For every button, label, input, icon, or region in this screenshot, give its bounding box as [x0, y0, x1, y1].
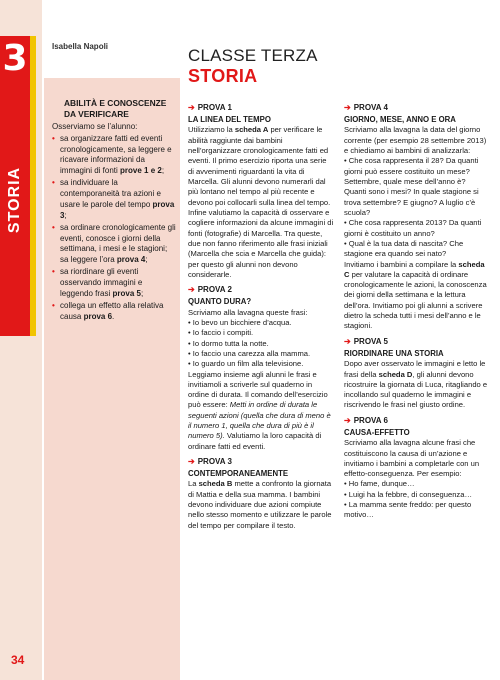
section-body: Utilizziamo la scheda A per verificare le abilità raggiunte dai bambini nell’organizzare cronologicamente fatti ed eventi. Il primo esercizio riporta una serie di avvenimenti riguardanti la vita di Marcella. Gli alunni devono numerarli dal più lontano nel tempo al più recente e devono poi collocarli sulla linea del tempo. Infine valutiamo la capacità di osservare e cogliere informazioni da alcune immagini di fonti (fotografie) di Marcella. Tra queste, due non fanno riferimento alle frasi iniziali (Marcella che scia e Marcella che guida): per questo gli alunni non devono considerarle.: [188, 125, 334, 279]
list-item: • Io faccio i compiti.: [188, 328, 254, 338]
arrow-right-icon: ➔: [344, 415, 351, 425]
list-item: • Io guardo un film alla televisione.: [188, 359, 304, 369]
page-subheading: STORIA: [188, 66, 258, 86]
arrow-right-icon: ➔: [188, 457, 195, 466]
sidebar-title: ABILITÀ E CONOSCENZE DA VERIFICARE: [64, 98, 167, 120]
section-title: CAUSA-EFFETTO: [344, 427, 410, 437]
prova-label: ➔ PROVA 5: [344, 336, 388, 346]
prova-label: ➔ PROVA 6: [344, 415, 388, 425]
chapter-label: STORIA: [6, 166, 23, 234]
column-left: [188, 103, 334, 536]
section-title: GIORNO, MESE, ANNO E ORA: [344, 114, 456, 124]
section-prova-3: [188, 457, 334, 531]
list-item: • Qual è la tua data di nascita? Che stagione era quando sei nato?: [344, 238, 464, 259]
prova-label: ➔ PROVA 2: [188, 285, 232, 295]
arrow-right-icon: ➔: [344, 103, 351, 112]
section-title: LA LINEA DEL TEMPO: [188, 114, 271, 124]
section-body: Dopo aver osservato le immagini e letto le frasi della scheda D, gli alunni devono ricostruire la giornata di Luca, ritagliando e incollando sul quaderno le immagini e riscrivendo le frasi nel giusto ordine.: [344, 359, 488, 410]
page-heading: CLASSE TERZA: [188, 46, 318, 65]
list-item: • sa individuare la contemporaneità tra azioni e usare le parole del tempo prova 3;: [52, 178, 176, 222]
section-body: Scriviamo alla lavagna alcune frasi che costituiscono la causa di un’azione e invitiamo i bambini a completarle con un effetto-conseguenza. Per esempio:: [344, 438, 480, 479]
arrow-right-icon: ➔: [188, 103, 195, 112]
list-item: • Io dormo tutta la notte.: [188, 338, 269, 348]
chapter-number: 3: [2, 38, 28, 79]
list-item: • Che cosa rappresenta 2013? Da quanti giorni è costituito un anno?: [344, 218, 482, 238]
section-body: Invitiamo i bambini a compilare la scheda C per valutare la capacità di ordinare cronologicamente le azioni, la conoscenza dei giorni della settimana e la lettura dell’ora. Invitiamo poi gli alunni a scrivere dietro la scheda tutti i mesi dell’anno e le stagioni.: [344, 259, 487, 331]
list-item: • collega un effetto alla relativa causa prova 6.: [52, 301, 176, 323]
section-prova-1: [188, 103, 334, 280]
sidebar-content: [52, 98, 176, 324]
sentence-list: [188, 318, 334, 370]
list-item: • Che cosa rappresenta il 28? Da quanti giorni può essere costituito un mese? Settembre, quale mese dell’anno è? Quanti sono i mesi? In quale stagione si trova settembre? E giugno? A luglio c’è scuola?: [344, 156, 479, 217]
page-number: 34: [11, 653, 25, 667]
section-intro: Scriviamo alla lavagna la data del giorno corrente (per esempio 28 settembre 2013) e chiediamo ai bambini di analizzarla:: [344, 125, 487, 156]
list-item: • La mamma sente freddo: per questo motivo…: [344, 500, 472, 520]
section-prova-2: [188, 285, 334, 452]
example-list: [344, 479, 490, 520]
list-item: • sa ordinare cronologicamente gli eventi, conosce i giorni della settimana, i mesi e le stagioni; sa leggere l’ora prova 4;: [52, 223, 176, 267]
section-prova-6: [344, 416, 490, 521]
list-item: • Luigi ha la febbre, di conseguenza…: [344, 489, 473, 499]
section-title: QUANTO DURA?: [188, 297, 252, 307]
section-prova-5: [344, 337, 490, 411]
prova-label: ➔ PROVA 3: [188, 457, 232, 466]
list-item: • sa organizzare fatti ed eventi cronologicamente, sa leggere e ricavare informazioni da immagini di fonti prove 1 e 2;: [52, 134, 176, 178]
section-intro: Scriviamo alla lavagna queste frasi:: [188, 307, 308, 317]
author-name: Isabella Napoli: [52, 42, 109, 51]
prova-label: ➔ PROVA 1: [188, 103, 232, 112]
section-title: RIORDINARE UNA STORIA: [344, 348, 444, 358]
list-item: • Io faccio una carezza alla mamma.: [188, 348, 311, 358]
section-prova-4: [344, 103, 490, 332]
section-body: Leggiamo insieme agli alunni le frasi e invitiamoli a scriverle sul quaderno in ordine di durata. Il comando dell’esercizio può essere: Metti in ordine di durata le seguenti azioni (quella che dura di meno è il numero 1, quella che dura di più è il numero 5). Valutiamo la loro capacità di ordinare fatti ed eventi.: [188, 369, 331, 451]
arrow-right-icon: ➔: [344, 336, 351, 346]
list-item: • Ho fame, dunque…: [344, 479, 415, 489]
prova-label: ➔ PROVA 4: [344, 103, 388, 112]
section-title: CONTEMPORANEAMENTE: [188, 468, 289, 478]
sidebar-list: [52, 134, 176, 323]
sidebar-intro: Osserviamo se l’alunno:: [52, 121, 138, 131]
chapter-tab-stripe: [30, 36, 36, 336]
list-item: • Io bevo un bicchiere d’acqua.: [188, 317, 292, 327]
section-body: La scheda B mette a confronto la giornata di Mattia e della sua mamma. I bambini devono individuare due azioni compiute nello stesso momento e utilizzare le parole del tempo per compilare il testo.: [188, 479, 332, 530]
question-list: [344, 156, 490, 259]
list-item: • sa riordinare gli eventi osservando immagini e leggendo frasi prova 5;: [52, 267, 176, 300]
arrow-right-icon: ➔: [188, 285, 195, 295]
column-right: [344, 103, 490, 526]
